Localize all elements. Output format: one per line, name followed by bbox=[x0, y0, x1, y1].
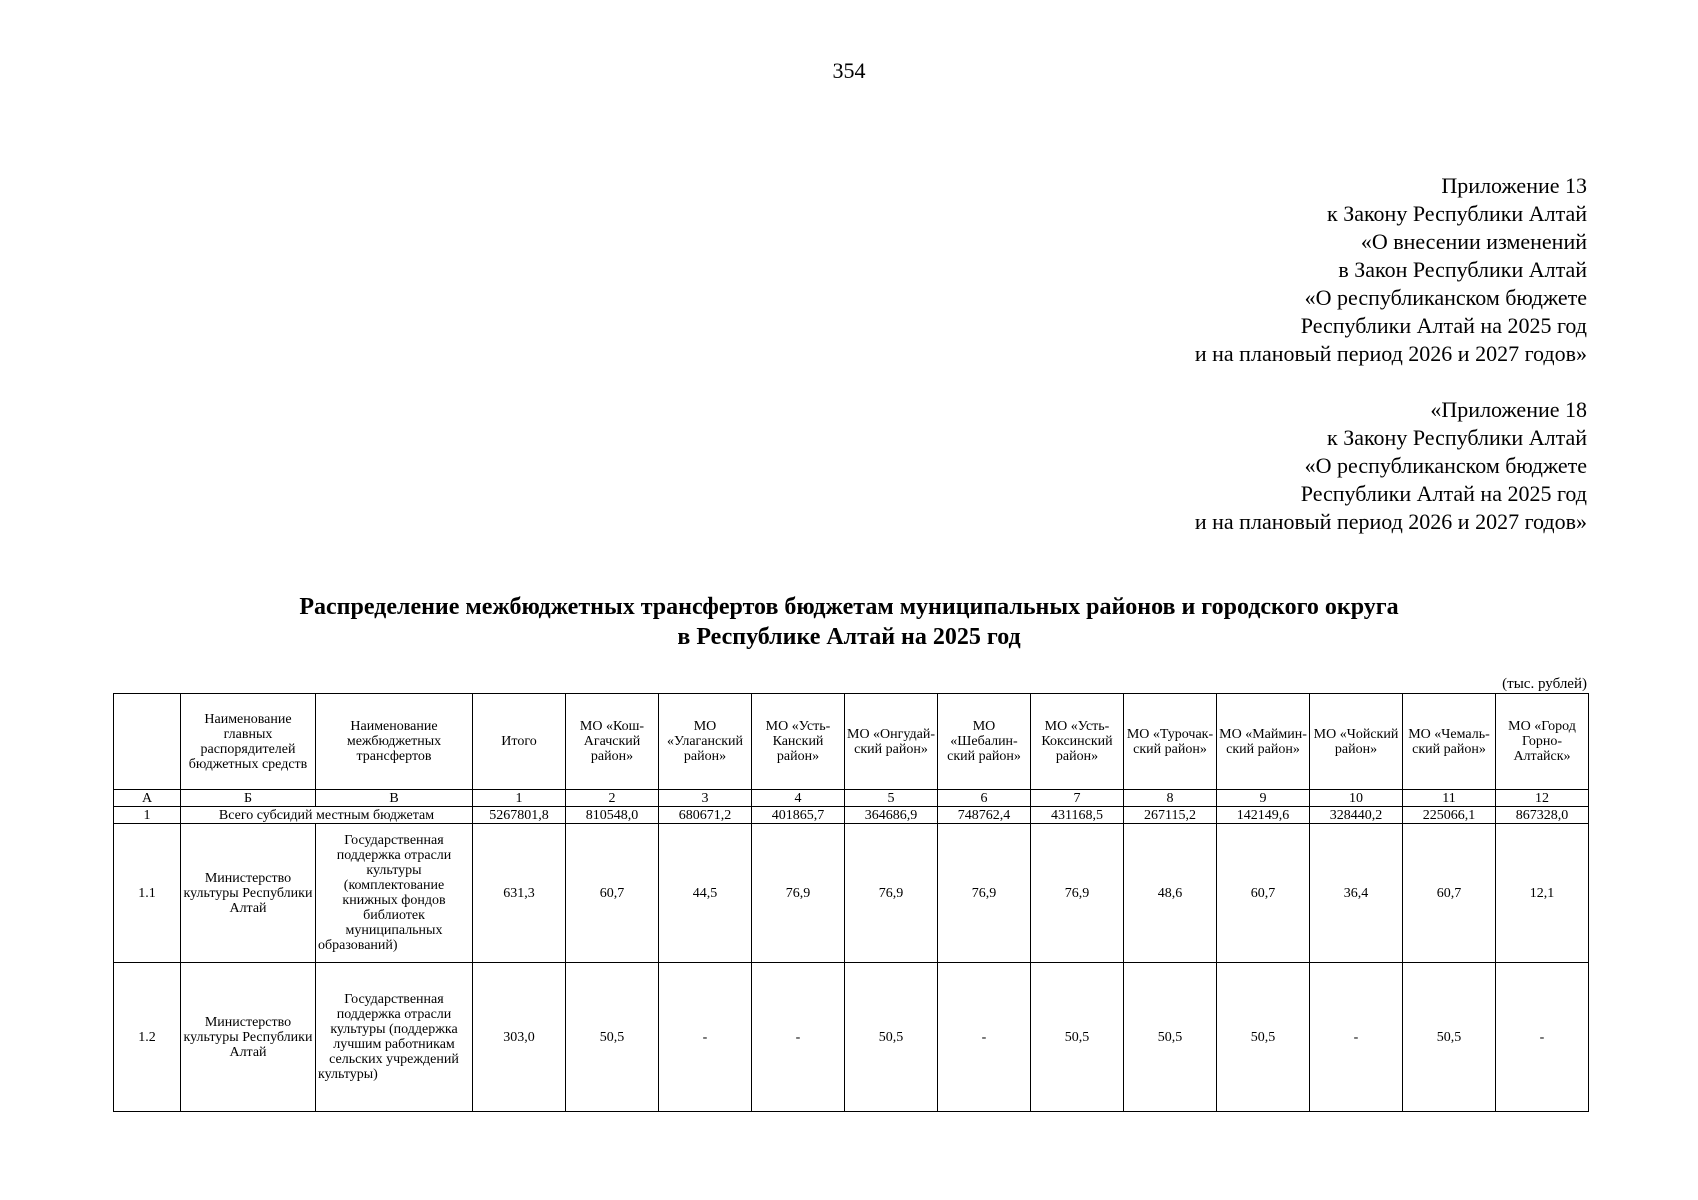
header-cell-district: МО «Шебалин-ский район» bbox=[938, 694, 1031, 790]
annex-current-reference bbox=[1195, 172, 1587, 368]
value-cell: 225066,1 bbox=[1403, 807, 1496, 824]
header-cell-district: МО «Кош-Агачский район» bbox=[566, 694, 659, 790]
value-cell: 76,9 bbox=[845, 824, 938, 963]
header-cell-district: МО «Город Горно-Алтайск» bbox=[1496, 694, 1589, 790]
page-number: 354 bbox=[832, 58, 866, 83]
value-cell: 680671,2 bbox=[659, 807, 752, 824]
value-cell: 44,5 bbox=[659, 824, 752, 963]
annex-original-reference bbox=[1195, 396, 1587, 536]
header-cell-administrator: Наименование главных распорядителей бюджетных средств bbox=[181, 694, 316, 790]
value-cell: 303,0 bbox=[473, 963, 566, 1112]
value-cell: 431168,5 bbox=[1031, 807, 1124, 824]
annex-line: «Приложение 18 bbox=[1430, 397, 1587, 422]
value-cell: 36,4 bbox=[1310, 824, 1403, 963]
value-cell: - bbox=[938, 963, 1031, 1112]
value-cell: 50,5 bbox=[1403, 963, 1496, 1112]
annex-line: и на плановый период 2026 и 2027 годов» bbox=[1194, 341, 1587, 366]
index-cell: 9 bbox=[1217, 790, 1310, 807]
value-cell: 142149,6 bbox=[1217, 807, 1310, 824]
index-cell: 1 bbox=[473, 790, 566, 807]
index-cell: А bbox=[114, 790, 181, 807]
document-title bbox=[0, 592, 1698, 652]
value-cell: 810548,0 bbox=[566, 807, 659, 824]
header-row bbox=[114, 694, 1589, 790]
header-cell-district: МО «Онгудай-ский район» bbox=[845, 694, 938, 790]
index-cell: 2 bbox=[566, 790, 659, 807]
index-cell: 3 bbox=[659, 790, 752, 807]
value-cell: - bbox=[1496, 963, 1589, 1112]
value-cell: 48,6 bbox=[1124, 824, 1217, 963]
annex-line: к Закону Республики Алтай bbox=[1327, 201, 1587, 226]
value-cell: 50,5 bbox=[1031, 963, 1124, 1112]
column-index-row bbox=[114, 790, 1589, 807]
transfer-name-cell: Государственная поддержка отрасли культуры (поддержка лучшим работникам сельских учреждений культуры) bbox=[316, 963, 473, 1112]
title-line-2: в Республике Алтай на 2025 год bbox=[677, 624, 1021, 650]
index-cell: В bbox=[316, 790, 473, 807]
transfer-name-cell: Государственная поддержка отрасли культуры (комплектование книжных фондов библиотек муниципальных образований) bbox=[316, 824, 473, 963]
header-cell-district: МО «Чемаль-ский район» bbox=[1403, 694, 1496, 790]
value-cell: 60,7 bbox=[1403, 824, 1496, 963]
value-cell: 631,3 bbox=[473, 824, 566, 963]
header-cell-district: МО «Чойский район» bbox=[1310, 694, 1403, 790]
header-cell-district: МО «Усть-Коксинский район» bbox=[1031, 694, 1124, 790]
value-cell: 76,9 bbox=[1031, 824, 1124, 963]
header-cell-district: МО «Турочак-ский район» bbox=[1124, 694, 1217, 790]
index-cell: 8 bbox=[1124, 790, 1217, 807]
value-cell: 748762,4 bbox=[938, 807, 1031, 824]
annex-line: Республики Алтай на 2025 год bbox=[1300, 481, 1587, 506]
index-cell: 4 bbox=[752, 790, 845, 807]
value-cell: 5267801,8 bbox=[473, 807, 566, 824]
index-cell: 12 bbox=[1496, 790, 1589, 807]
header-cell-district: МО «Улаганский район» bbox=[659, 694, 752, 790]
transfers-table bbox=[113, 693, 1589, 1112]
index-cell: Б bbox=[181, 790, 316, 807]
value-cell: 267115,2 bbox=[1124, 807, 1217, 824]
header-cell-district: МО «Усть-Канский район» bbox=[752, 694, 845, 790]
annex-line: Приложение 13 bbox=[1441, 173, 1587, 198]
value-cell: 50,5 bbox=[1217, 963, 1310, 1112]
total-label: Всего субсидий местным бюджетам bbox=[181, 807, 473, 824]
administrator-cell: Министерство культуры Республики Алтай bbox=[181, 963, 316, 1112]
table-row bbox=[114, 963, 1589, 1112]
index-cell: 11 bbox=[1403, 790, 1496, 807]
annex-line: и на плановый период 2026 и 2027 годов» bbox=[1194, 509, 1587, 534]
value-cell: 12,1 bbox=[1496, 824, 1589, 963]
value-cell: 401865,7 bbox=[752, 807, 845, 824]
index-cell: 7 bbox=[1031, 790, 1124, 807]
value-cell: 60,7 bbox=[1217, 824, 1310, 963]
value-cell: 50,5 bbox=[845, 963, 938, 1112]
row-number: 1.1 bbox=[114, 824, 181, 963]
annex-line: «О внесении изменений bbox=[1360, 229, 1587, 254]
annex-line: «О республиканском бюджете bbox=[1304, 285, 1587, 310]
header-cell-transfer: Наименование межбюджетных трансфертов bbox=[316, 694, 473, 790]
row-number: 1.2 bbox=[114, 963, 181, 1112]
annex-line: Республики Алтай на 2025 год bbox=[1300, 313, 1587, 338]
value-cell: 328440,2 bbox=[1310, 807, 1403, 824]
index-cell: 6 bbox=[938, 790, 1031, 807]
index-cell: 10 bbox=[1310, 790, 1403, 807]
total-row bbox=[114, 807, 1589, 824]
value-cell: - bbox=[752, 963, 845, 1112]
value-cell: 50,5 bbox=[566, 963, 659, 1112]
header-cell-district: МО «Маймин-ский район» bbox=[1217, 694, 1310, 790]
row-number: 1 bbox=[114, 807, 181, 824]
units-label: (тыс. рублей) bbox=[1502, 676, 1587, 692]
header-cell-total: Итого bbox=[473, 694, 566, 790]
header-cell-number bbox=[114, 694, 181, 790]
annex-line: в Закон Республики Алтай bbox=[1338, 257, 1587, 282]
title-line-1: Распределение межбюджетных трансфертов бюджетам муниципальных районов и городского округа bbox=[299, 594, 1399, 620]
value-cell: - bbox=[1310, 963, 1403, 1112]
annex-line: «О республиканском бюджете bbox=[1304, 453, 1587, 478]
administrator-cell: Министерство культуры Республики Алтай bbox=[181, 824, 316, 963]
value-cell: 76,9 bbox=[938, 824, 1031, 963]
index-cell: 5 bbox=[845, 790, 938, 807]
annex-line: к Закону Республики Алтай bbox=[1327, 425, 1587, 450]
value-cell: 76,9 bbox=[752, 824, 845, 963]
value-cell: 60,7 bbox=[566, 824, 659, 963]
table-row bbox=[114, 824, 1589, 963]
value-cell: 364686,9 bbox=[845, 807, 938, 824]
value-cell: - bbox=[659, 963, 752, 1112]
value-cell: 867328,0 bbox=[1496, 807, 1589, 824]
value-cell: 50,5 bbox=[1124, 963, 1217, 1112]
